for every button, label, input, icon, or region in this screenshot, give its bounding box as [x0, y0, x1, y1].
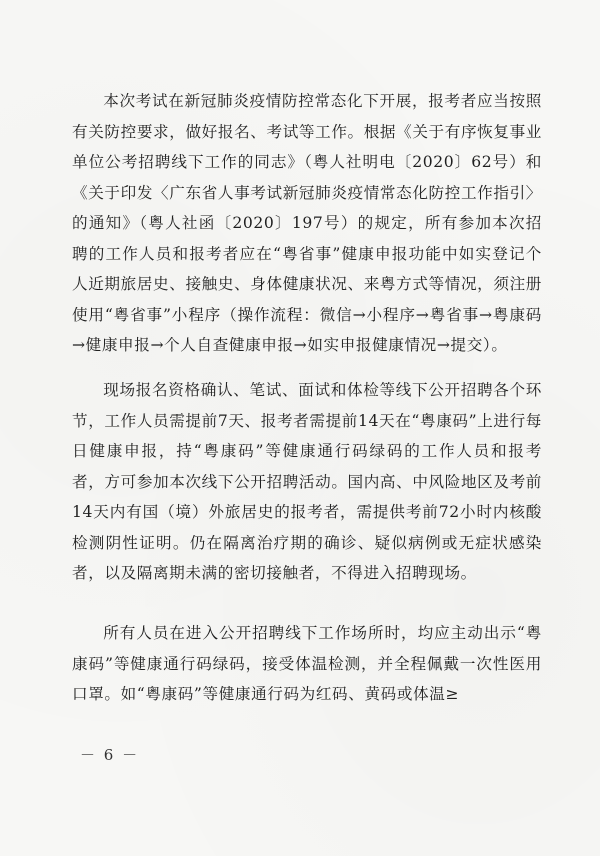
- paragraph-venue-entry: 所有人员在进入公开招聘线下工作场所时，均应主动出示“粤康码”等健康通行码绿码，接受体温检测，并全程佩戴一次性医用口罩。如“粤康码”等健康通行码为红码、黄码或体温≥: [72, 624, 542, 703]
- paragraph-health-declaration: 现场报名资格确认、笔试、面试和体检等线下公开招聘各个环节，工作人员需提前7天、报考者需提前14天在“粤康码”上进行每日健康申报，持“粤康码”等健康通行码绿码的工作人员和报考者，方可参加本次线下公开招聘活动。国内高、中风险地区及考前14天内有国（境）外旅居史的报考者，需提供考前72小时内核酸检测阴性证明。仍在隔离治疗期的确诊、疑似病例或无症状感染者，以及隔离期未满的密切接触者，不得进入招聘现场。: [72, 381, 542, 582]
- paragraph-epidemic-prevention: 本次考试在新冠肺炎疫情防控常态化下开展，报考者应当按照有关防控要求，做好报名、考试等工作。根据《关于有序恢复事业单位公考招聘线下工作的同志》（粤人社明电〔2020〕62号）和《关于印发〈广东省人事考试新冠肺炎疫情常态化防控工作指引〉的通知》（粤人社函〔2020〕197号）的规定，所有参加本次招聘的工作人员和报考者应在“粤省事”健康申报功能中如实登记个人近期旅居史、接触史、身体健康状况、来粤方式等情况，须注册使用“粤省事”小程序（操作流程：微信→小程序→粤省事→粤康码→健康申报→个人自查健康申报→如实申报健康情况→提交）。: [72, 92, 542, 354]
- page-number: － 6 －: [80, 746, 140, 764]
